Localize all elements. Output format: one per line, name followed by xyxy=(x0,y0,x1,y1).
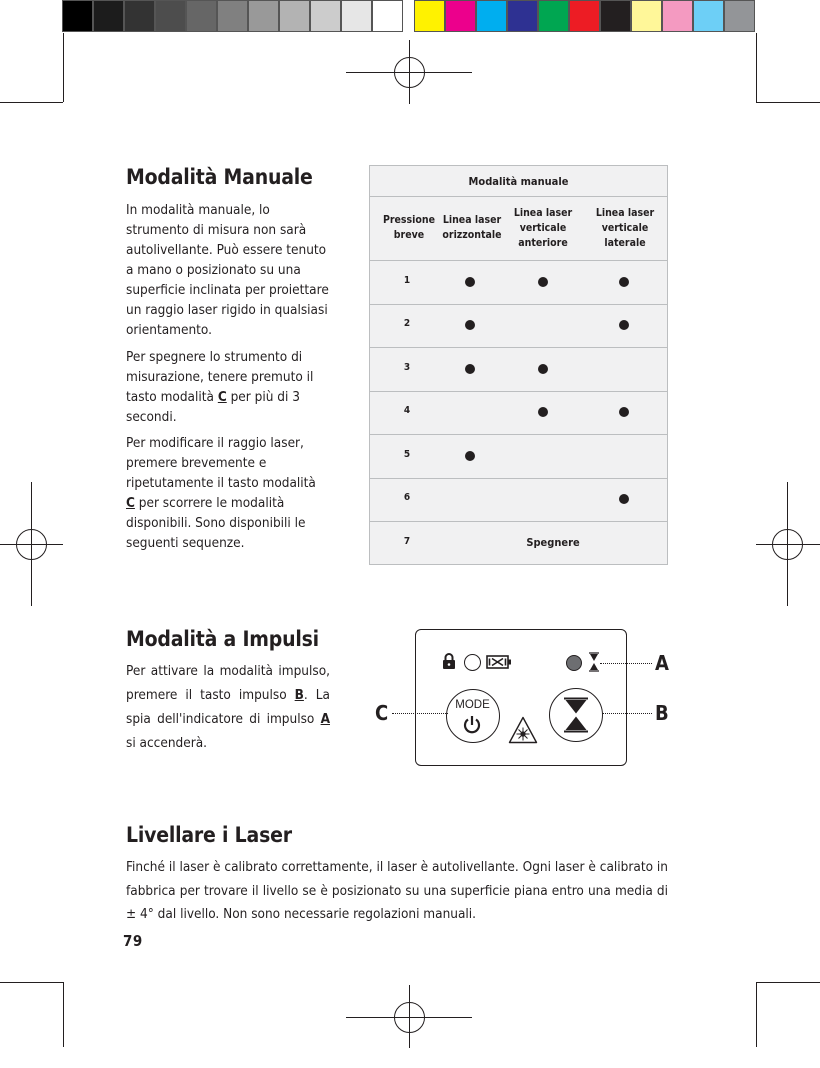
color-swatch xyxy=(569,0,600,32)
pulse-mode-heading: Modalità a Impulsi xyxy=(126,627,319,651)
page-number: 79 xyxy=(123,932,143,950)
color-swatch xyxy=(93,0,124,32)
table-dot-h xyxy=(465,320,475,330)
color-swatch xyxy=(155,0,186,32)
table-dot-va xyxy=(538,277,548,287)
color-swatch xyxy=(414,0,445,32)
color-swatch xyxy=(445,0,476,32)
callout-a: A xyxy=(655,651,669,675)
table-row-divider xyxy=(370,304,667,305)
key-a-label: A xyxy=(320,711,330,727)
callout-line-b xyxy=(602,713,652,714)
lock-icon xyxy=(442,653,456,669)
key-b-label: B xyxy=(294,687,304,703)
table-dot-vl xyxy=(619,494,629,504)
column-header-press: Pressione breve xyxy=(382,214,436,241)
laser-warning-icon xyxy=(508,716,538,744)
pulse-indicator-icon xyxy=(588,652,600,672)
table-cell-press: 4 xyxy=(403,405,411,417)
color-swatch xyxy=(631,0,662,32)
mode-button[interactable] xyxy=(446,689,500,743)
table-dot-va xyxy=(538,364,548,374)
pulse-indicator-led xyxy=(566,655,582,671)
manual-mode-paragraph-2: Per spegnere lo strumento di misurazione, tenere premuto il tasto modalità C per più di 3 secondi. xyxy=(126,349,314,425)
color-swatch xyxy=(476,0,507,32)
pulse-mode-paragraph: Per attivare la modalità impulso, premere il tasto impulso B. La spia dell'indicatore di impulso A si accenderà. xyxy=(126,663,330,751)
color-swatch xyxy=(662,0,693,32)
table-dot-h xyxy=(465,277,475,287)
power-icon xyxy=(462,715,482,735)
table-dot-h xyxy=(465,364,475,374)
pulse-button-icon xyxy=(563,697,589,733)
column-header-horizontal: Linea laser orizzontale xyxy=(442,214,502,241)
table-cell-press: 6 xyxy=(403,492,411,504)
mode-button-label: MODE xyxy=(455,699,490,711)
table-row-divider xyxy=(370,521,667,522)
color-swatch xyxy=(186,0,217,32)
table-row-divider xyxy=(370,391,667,392)
column-header-vertical-side: Linea laser verticale laterale xyxy=(595,206,655,249)
table-cell-press: 5 xyxy=(403,448,411,460)
control-panel-illustration xyxy=(415,629,627,766)
lock-indicator-led xyxy=(464,654,481,671)
color-swatch xyxy=(217,0,248,32)
table-cell-press: 3 xyxy=(403,361,411,373)
color-swatch xyxy=(507,0,538,32)
table-dot-h xyxy=(465,451,475,461)
color-swatch xyxy=(600,0,631,32)
color-swatch xyxy=(724,0,755,32)
color-swatch xyxy=(124,0,155,32)
color-swatch xyxy=(62,0,93,32)
table-dot-va xyxy=(538,407,548,417)
manual-mode-heading: Modalità Manuale xyxy=(126,165,313,189)
table-cell-press: 7 xyxy=(403,535,411,547)
table-cell-press: 1 xyxy=(403,274,411,286)
color-swatch xyxy=(310,0,341,32)
color-swatch xyxy=(341,0,372,32)
leveling-paragraph: Finché il laser è calibrato correttamente, il laser è autolivellante. Ogni laser è calibrato in fabbrica per trovare il livello se è posizionato su una superficie piana entro una media di ± 4° dal livello. Non sono necessarie regolazioni manuali. xyxy=(126,859,668,922)
leveling-heading: Livellare i Laser xyxy=(126,823,292,847)
callout-line-c xyxy=(392,713,448,714)
table-row-divider xyxy=(370,478,667,479)
callout-b: B xyxy=(655,701,669,725)
color-swatch xyxy=(248,0,279,32)
pulse-button[interactable] xyxy=(549,688,603,742)
key-c-label: C xyxy=(126,495,135,511)
table-dot-vl xyxy=(619,320,629,330)
column-header-vertical-front: Linea laser verticale anteriore xyxy=(513,206,573,249)
color-swatch xyxy=(279,0,310,32)
color-swatch xyxy=(693,0,724,32)
color-swatch xyxy=(372,0,403,32)
manual-mode-paragraph-1: In modalità manuale, lo strumento di misura non sarà autolivellante. Può essere tenuto a mano o posizionato su una superficie inclinata per proiettare un raggio laser rigido in qualsiasi orientamento. xyxy=(126,202,329,338)
table-dot-vl xyxy=(619,277,629,287)
callout-line-a xyxy=(600,663,652,664)
table-title: Modalità manuale xyxy=(370,166,667,197)
color-swatch xyxy=(538,0,569,32)
table-cell-press: 2 xyxy=(403,318,411,330)
manual-mode-paragraph-3: Per modificare il raggio laser, premere brevemente e ripetutamente il tasto modalità C per scorrere le modalità disponibili. Sono disponibili le seguenti sequenze. xyxy=(126,435,316,551)
table-cell-off: Spegnere xyxy=(526,535,580,549)
callout-c: C xyxy=(375,701,389,725)
table-row-divider xyxy=(370,434,667,435)
table-dot-vl xyxy=(619,407,629,417)
key-c-label: C xyxy=(217,389,227,405)
table-row-divider xyxy=(370,347,667,348)
manual-mode-table xyxy=(369,165,668,565)
battery-icon xyxy=(486,655,512,669)
